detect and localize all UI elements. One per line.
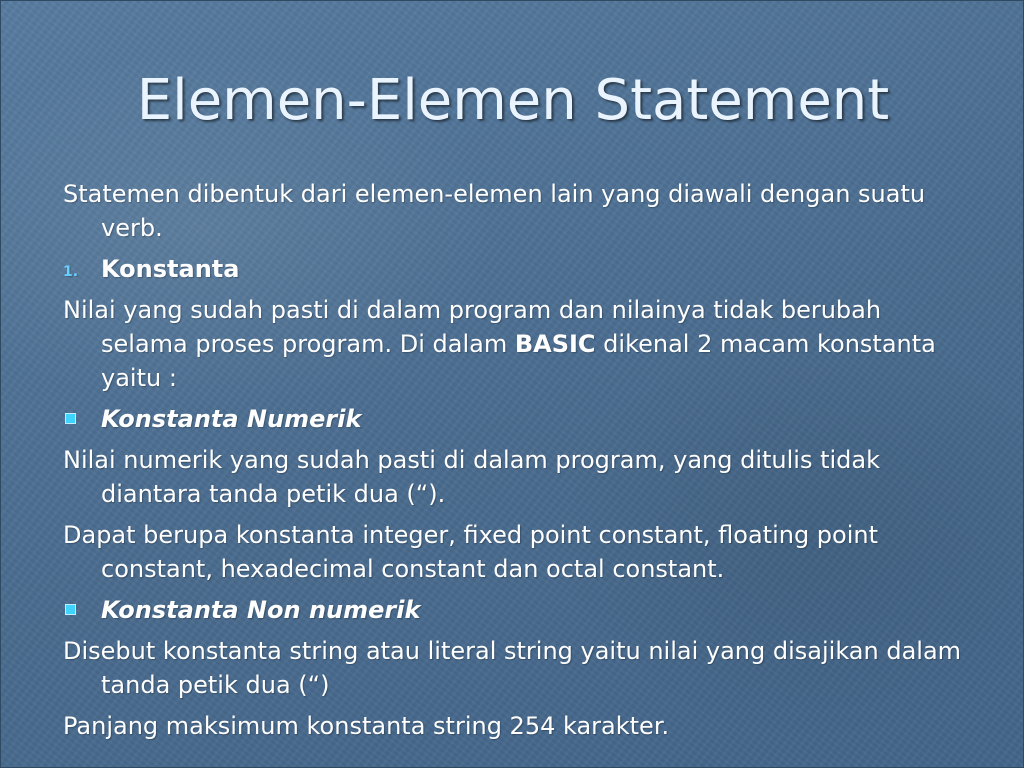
bullet-item-label: Konstanta Numerik <box>101 405 362 433</box>
numbered-item-label: Konstanta <box>101 255 240 283</box>
konstanta-definition-text-end: dikenal 2 macam konstanta yaitu : <box>101 330 936 392</box>
slide-body <box>63 177 973 750</box>
square-bullet-icon <box>65 604 76 615</box>
konstanta-definition-text: Nilai yang sudah pasti di dalam program dan nilainya tidak berubah selama proses program. Di dalam <box>63 296 882 358</box>
slide-title: Elemen-Elemen Statement <box>136 68 890 133</box>
string-length-paragraph: Panjang maksimum konstanta string 254 karakter. <box>63 712 670 740</box>
bullet-item-non-numerik <box>63 593 973 627</box>
non-numerik-definition-paragraph: Disebut konstanta string atau literal string yaitu nilai yang disajikan dalam tanda petik dua (“) <box>63 637 962 699</box>
numbered-item-konstanta <box>63 252 973 286</box>
number-marker: 1. <box>63 264 79 280</box>
bullet-item-label: Konstanta Non numerik <box>101 596 421 624</box>
square-bullet-icon <box>65 413 76 424</box>
numerik-types-paragraph: Dapat berupa konstanta integer, fixed point constant, floating point constant, hexadecimal constant dan octal constant. <box>63 521 879 583</box>
intro-paragraph: Statemen dibentuk dari elemen-elemen lain yang diawali dengan suatu verb. <box>63 180 926 242</box>
basic-keyword: BASIC <box>514 330 596 358</box>
numerik-definition-paragraph: Nilai numerik yang sudah pasti di dalam program, yang ditulis tidak diantara tanda petik dua (“). <box>63 446 881 508</box>
konstanta-definition-paragraph <box>63 293 973 395</box>
bullet-item-numerik <box>63 402 973 436</box>
